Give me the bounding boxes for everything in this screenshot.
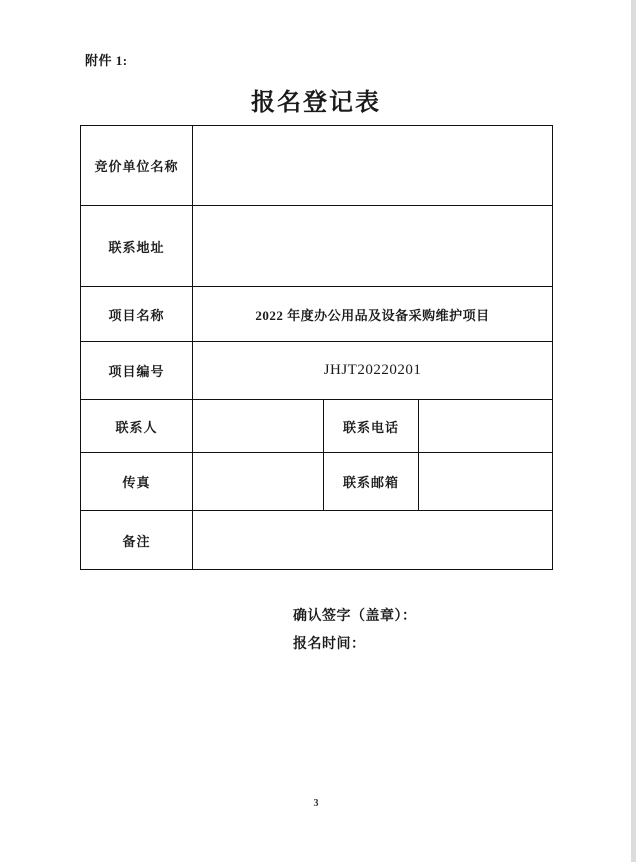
viewer-edge-strip: [631, 0, 636, 862]
registration-time-label: 报名时间：: [293, 637, 366, 652]
table-row-contact-person: [81, 400, 553, 453]
project-name-value: 2022 年度办公用品及设备采购维护项目: [193, 287, 553, 342]
contact-address-value: [193, 206, 553, 287]
bidder-name-value: [193, 126, 553, 206]
signature-block: [293, 603, 417, 659]
contact-address-label: 联系地址: [81, 206, 193, 287]
fax-label: 传真: [81, 453, 193, 511]
table-row-project-name: [81, 287, 553, 342]
page-number: 3: [313, 798, 319, 809]
bidder-name-label: 竞价单位名称: [81, 126, 193, 206]
table-row-bidder-name: [81, 126, 553, 206]
contact-phone-label: 联系电话: [324, 400, 419, 453]
project-number-label: 项目编号: [81, 342, 193, 400]
fax-value: [193, 453, 324, 511]
table-row-remarks: [81, 511, 553, 570]
contact-person-label: 联系人: [81, 400, 193, 453]
page-title: 报名登记表: [251, 90, 381, 116]
project-number-value: JHJT20220201: [193, 342, 553, 400]
contact-email-value: [419, 453, 553, 511]
contact-person-value: [193, 400, 324, 453]
attachment-label: 附件 1:: [85, 53, 128, 68]
project-name-label: 项目名称: [81, 287, 193, 342]
table-row-fax: [81, 453, 553, 511]
table-row-project-number: [81, 342, 553, 400]
signature-label: 确认签字（盖章）：: [293, 609, 417, 624]
contact-phone-value: [419, 400, 553, 453]
remarks-label: 备注: [81, 511, 193, 570]
registration-table: [80, 125, 553, 570]
contact-email-label: 联系邮箱: [324, 453, 419, 511]
remarks-value: [193, 511, 553, 570]
table-row-contact-address: [81, 206, 553, 287]
